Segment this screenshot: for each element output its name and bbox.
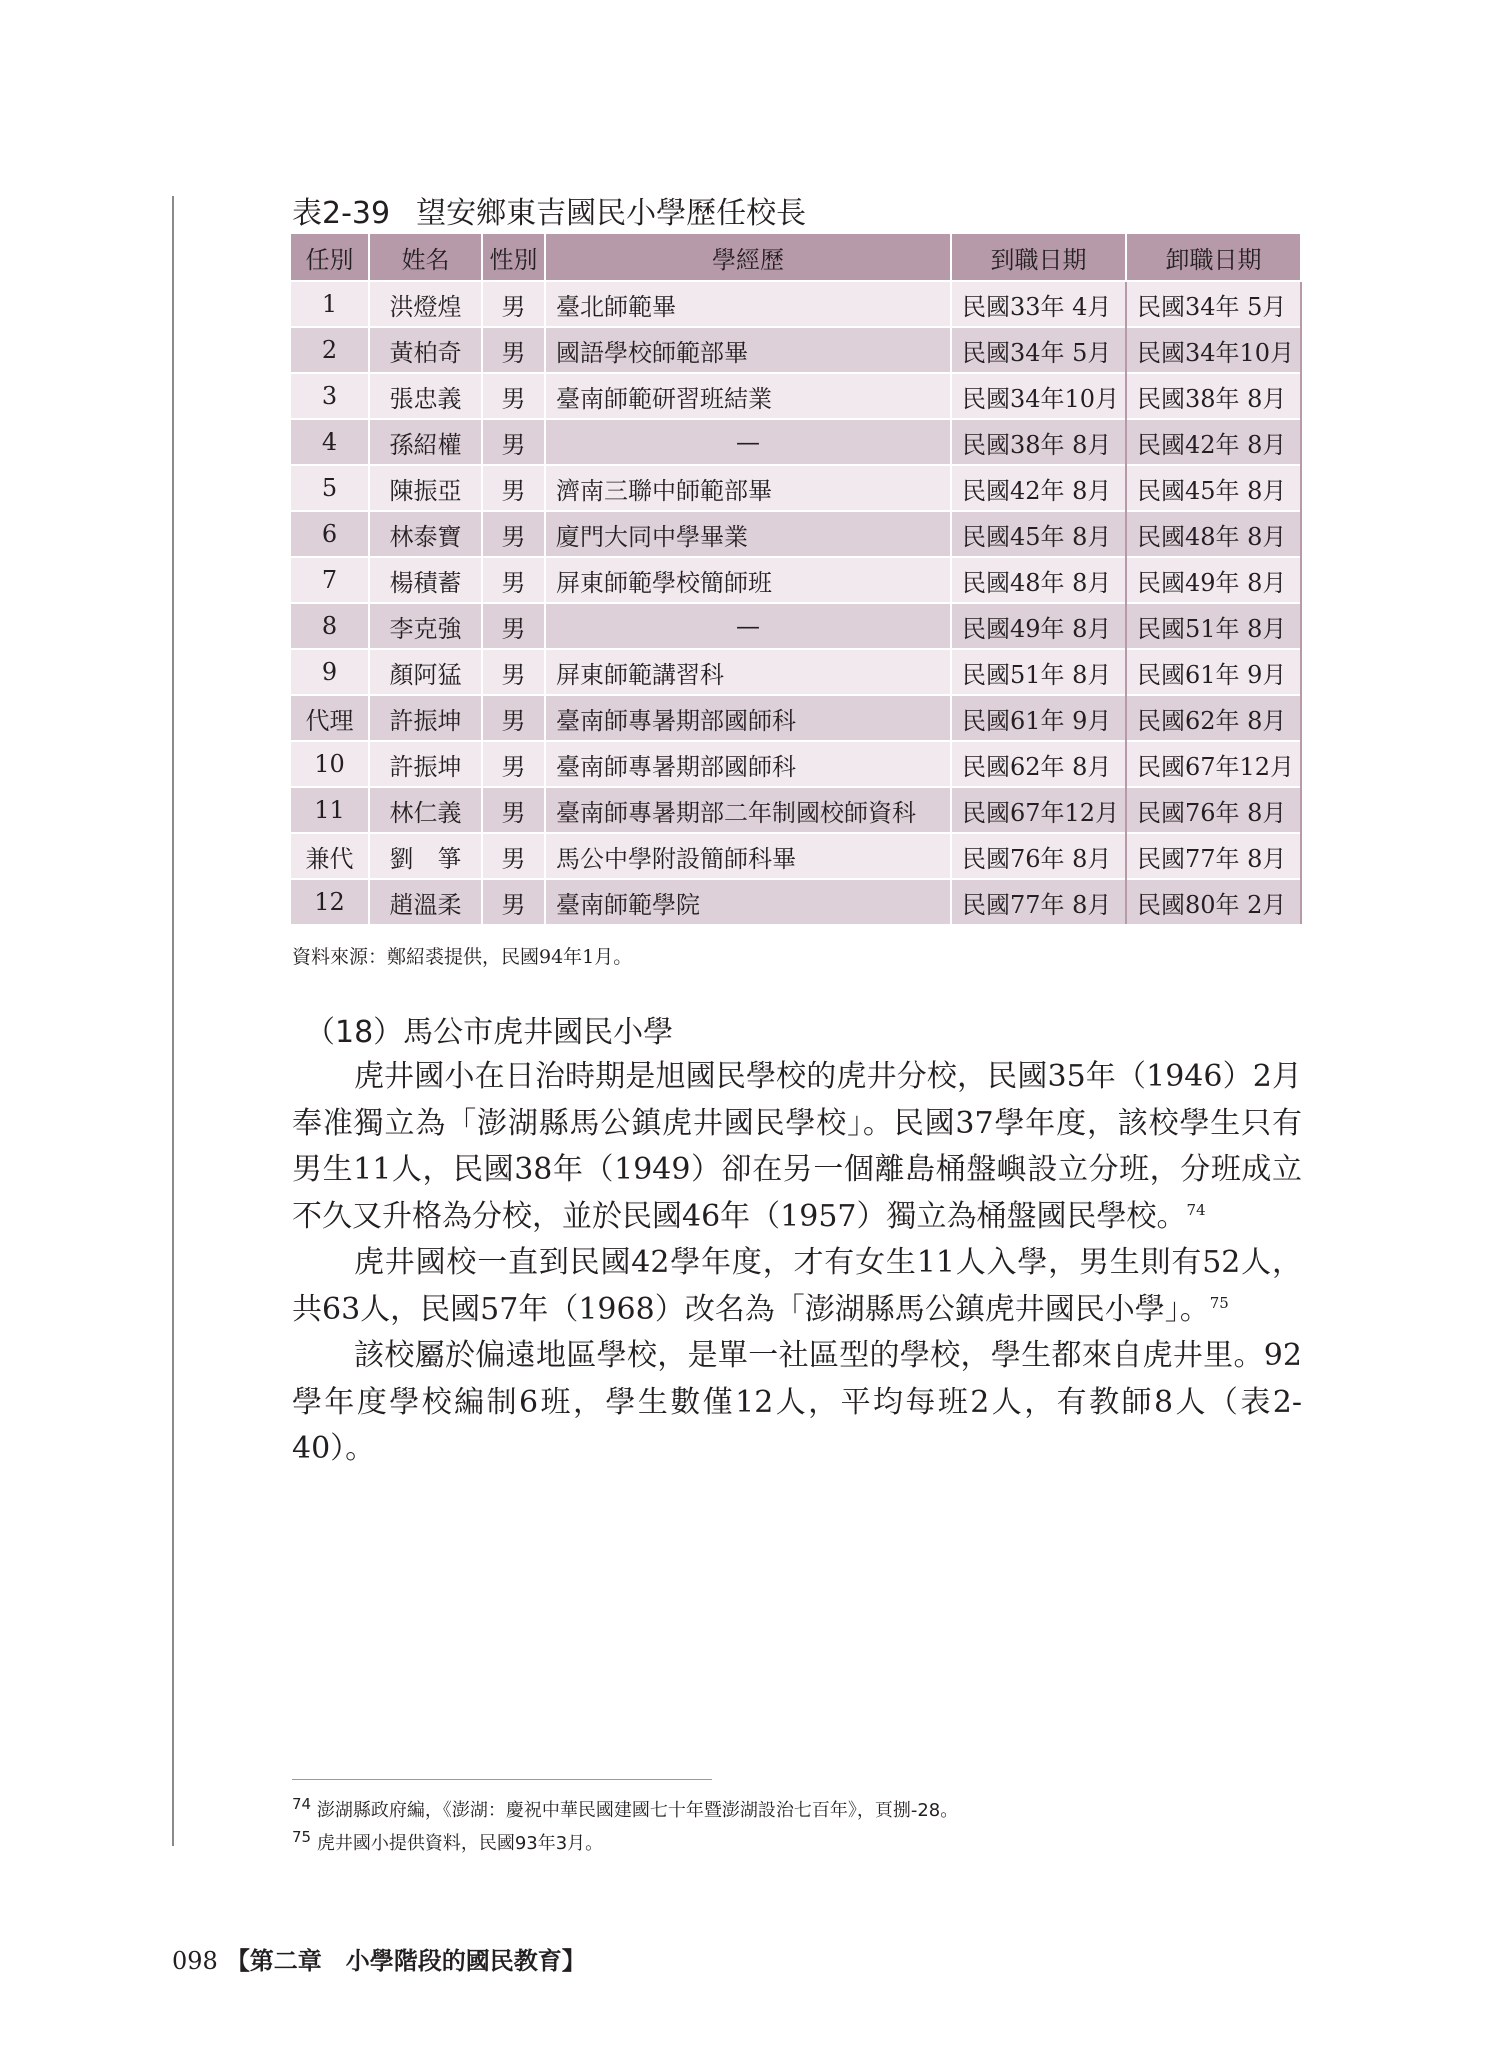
start-date-cell: 民國51年 8月	[951, 649, 1126, 695]
table-source: 資料來源：鄭紹裘提供，民國94年1月。	[292, 946, 633, 968]
end-date-cell: 民國45年 8月	[1126, 465, 1301, 511]
start-date-cell: 民國48年 8月	[951, 557, 1126, 603]
term-cell: 10	[291, 741, 369, 787]
gender-cell: 男	[482, 741, 545, 787]
table-header-row	[291, 234, 1301, 281]
background-cell: —	[545, 419, 951, 465]
header-name: 姓名	[369, 234, 482, 281]
gender-cell: 男	[482, 649, 545, 695]
background-cell: 臺北師範畢	[545, 281, 951, 327]
footnote-ref[interactable]: 75	[1209, 1293, 1229, 1312]
end-date-cell: 民國42年 8月	[1126, 419, 1301, 465]
page-number: 098	[172, 1947, 218, 1975]
name-cell: 楊積蓄	[369, 557, 482, 603]
start-date-cell: 民國76年 8月	[951, 833, 1126, 879]
name-cell: 陳振亞	[369, 465, 482, 511]
name-cell: 劉 箏	[369, 833, 482, 879]
start-date-cell: 民國38年 8月	[951, 419, 1126, 465]
table-row	[291, 603, 1301, 649]
start-date-cell: 民國62年 8月	[951, 741, 1126, 787]
principals-table	[291, 234, 1302, 924]
table-row	[291, 741, 1301, 787]
gender-cell: 男	[482, 373, 545, 419]
paragraph: 該校屬於偏遠地區學校，是單一社區型的學校，學生都來自虎井里。92學年度學校編制6班，學生數僅12人，平均每班2人，有教師8人（表2-40）。	[292, 1338, 1302, 1466]
end-date-cell: 民國80年 2月	[1126, 879, 1301, 924]
term-cell: 11	[291, 787, 369, 833]
term-cell: 7	[291, 557, 369, 603]
term-cell: 代理	[291, 695, 369, 741]
end-date-cell: 民國49年 8月	[1126, 557, 1301, 603]
gender-cell: 男	[482, 511, 545, 557]
start-date-cell: 民國61年 9月	[951, 695, 1126, 741]
footnote-text: 澎湖縣政府編，《澎湖：慶祝中華民國建國七十年暨澎湖設治七百年》，頁捌-28。	[316, 1800, 959, 1821]
start-date-cell: 民國33年 4月	[951, 281, 1126, 327]
name-cell: 許振坤	[369, 695, 482, 741]
start-date-cell: 民國45年 8月	[951, 511, 1126, 557]
table-row	[291, 465, 1301, 511]
term-cell: 9	[291, 649, 369, 695]
gender-cell: 男	[482, 603, 545, 649]
gender-cell: 男	[482, 787, 545, 833]
table-row	[291, 879, 1301, 924]
table-row	[291, 511, 1301, 557]
term-cell: 3	[291, 373, 369, 419]
name-cell: 許振坤	[369, 741, 482, 787]
gender-cell: 男	[482, 833, 545, 879]
end-date-cell: 民國38年 8月	[1126, 373, 1301, 419]
background-cell: 臺南師範研習班結業	[545, 373, 951, 419]
gender-cell: 男	[482, 419, 545, 465]
end-date-cell: 民國76年 8月	[1126, 787, 1301, 833]
background-cell: 臺南師專暑期部二年制國校師資科	[545, 787, 951, 833]
background-cell: 屏東師範講習科	[545, 649, 951, 695]
end-date-cell: 民國62年 8月	[1126, 695, 1301, 741]
end-date-cell: 民國77年 8月	[1126, 833, 1301, 879]
start-date-cell: 民國67年12月	[951, 787, 1126, 833]
start-date-cell: 民國42年 8月	[951, 465, 1126, 511]
header-term: 任別	[291, 234, 369, 281]
table-row	[291, 419, 1301, 465]
background-cell: 屏東師範學校簡師班	[545, 557, 951, 603]
section-heading: （18）馬公市虎井國民小學	[305, 1015, 674, 1050]
start-date-cell: 民國34年10月	[951, 373, 1126, 419]
term-cell: 4	[291, 419, 369, 465]
term-cell: 6	[291, 511, 369, 557]
end-date-cell: 民國34年 5月	[1126, 281, 1301, 327]
footnote	[292, 1827, 958, 1860]
header-start-date: 到職日期	[951, 234, 1126, 281]
start-date-cell: 民國77年 8月	[951, 879, 1126, 924]
paragraph: 虎井國小在日治時期是旭國民學校的虎井分校，民國35年（1946）2月奉准獨立為「澎湖縣馬公鎮虎井國民學校」。民國37學年度，該校學生只有男生11人，民國38年（1949）卻在另一個離島桶盤嶼設立分班，分班成立不久又升格為分校，並於民國46年（1957）獨立為桶盤國民學校。$^{74}$	[292, 1059, 1302, 1234]
body-text	[292, 1054, 1302, 1473]
header-end-date: 卸職日期	[1126, 234, 1301, 281]
background-cell: —	[545, 603, 951, 649]
paragraph: 虎井國校一直到民國42學年度，才有女生11人入學，男生則有52人，共63人，民國57年（1968）改名為「澎湖縣馬公鎮虎井國民小學」。$^{75}$	[292, 1245, 1302, 1327]
gender-cell: 男	[482, 465, 545, 511]
term-cell: 5	[291, 465, 369, 511]
table-title: 望安鄉東吉國民小學歷任校長	[416, 196, 807, 231]
table-row	[291, 557, 1301, 603]
margin-rule	[172, 196, 174, 1846]
name-cell: 黃柏奇	[369, 327, 482, 373]
term-cell: 12	[291, 879, 369, 924]
table-row	[291, 649, 1301, 695]
table-number: 表2-39	[292, 196, 391, 231]
start-date-cell: 民國49年 8月	[951, 603, 1126, 649]
gender-cell: 男	[482, 695, 545, 741]
name-cell: 趙溫柔	[369, 879, 482, 924]
end-date-cell: 民國61年 9月	[1126, 649, 1301, 695]
name-cell: 李克強	[369, 603, 482, 649]
end-date-cell: 民國34年10月	[1126, 327, 1301, 373]
header-gender: 性別	[482, 234, 545, 281]
chapter-title: 【第二章 小學階段的國民教育】	[225, 1946, 586, 1975]
background-cell: 臺南師專暑期部國師科	[545, 695, 951, 741]
term-cell: 2	[291, 327, 369, 373]
table-row	[291, 281, 1301, 327]
name-cell: 張忠義	[369, 373, 482, 419]
gender-cell: 男	[482, 327, 545, 373]
end-date-cell: 民國51年 8月	[1126, 603, 1301, 649]
footnote-rule	[292, 1779, 712, 1780]
table-row	[291, 373, 1301, 419]
footnote-ref[interactable]: 74	[1186, 1200, 1206, 1219]
background-cell: 國語學校師範部畢	[545, 327, 951, 373]
footnote-number: 75	[292, 1828, 312, 1846]
name-cell: 顏阿猛	[369, 649, 482, 695]
term-cell: 8	[291, 603, 369, 649]
footnote-text: 虎井國小提供資料，民國93年3月。	[316, 1833, 604, 1854]
header-background: 學經歷	[545, 234, 951, 281]
table-row	[291, 787, 1301, 833]
gender-cell: 男	[482, 281, 545, 327]
page-footer	[172, 1941, 586, 1976]
footnotes	[292, 1794, 958, 1860]
name-cell: 洪燈煌	[369, 281, 482, 327]
background-cell: 濟南三聯中師範部畢	[545, 465, 951, 511]
background-cell: 臺南師專暑期部國師科	[545, 741, 951, 787]
table-row	[291, 833, 1301, 879]
name-cell: 林泰寶	[369, 511, 482, 557]
table-row	[291, 695, 1301, 741]
table-caption	[292, 188, 806, 232]
term-cell: 兼代	[291, 833, 369, 879]
end-date-cell: 民國67年12月	[1126, 741, 1301, 787]
gender-cell: 男	[482, 879, 545, 924]
term-cell: 1	[291, 281, 369, 327]
footnote	[292, 1794, 958, 1827]
start-date-cell: 民國34年 5月	[951, 327, 1126, 373]
gender-cell: 男	[482, 557, 545, 603]
end-date-cell: 民國48年 8月	[1126, 511, 1301, 557]
background-cell: 廈門大同中學畢業	[545, 511, 951, 557]
table-row	[291, 327, 1301, 373]
background-cell: 馬公中學附設簡師科畢	[545, 833, 951, 879]
background-cell: 臺南師範學院	[545, 879, 951, 924]
footnote-number: 74	[292, 1795, 312, 1813]
name-cell: 孫紹權	[369, 419, 482, 465]
name-cell: 林仁義	[369, 787, 482, 833]
